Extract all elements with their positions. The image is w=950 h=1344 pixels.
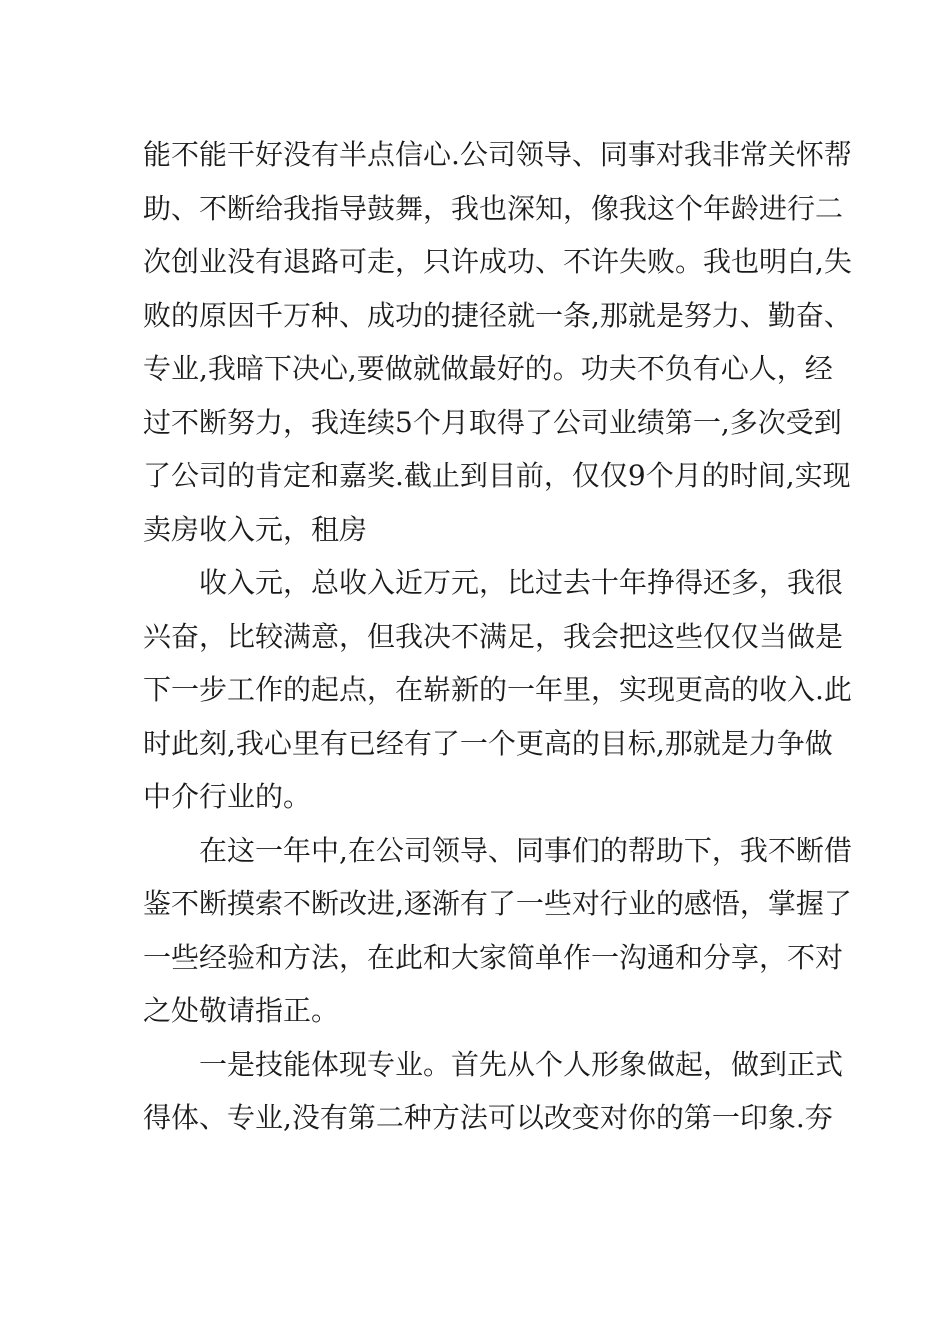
- text-line: 一是技能体现专业。首先从个人形象做起，做到正式: [199, 1047, 844, 1081]
- text-line: 时此刻,我心里有已经有了一个更高的目标,那就是力争做: [143, 726, 833, 760]
- paragraph: [143, 128, 852, 556]
- text-line: 了公司的肯定和嘉奖.截止到目前，仅仅9个月的时间,实现: [143, 459, 851, 492]
- text-line: 助、不断给我指导鼓舞，我也深知，像我这个年龄进行二: [143, 191, 844, 225]
- text-line: 收入元，总收入近万元，比过去十年挣得还多，我很: [199, 566, 844, 599]
- text-line: 能不能干好没有半点信心.公司领导、同事对我非常关怀帮: [143, 138, 852, 171]
- document-body: [143, 128, 852, 1145]
- text-line: 中介行业的。: [143, 780, 312, 813]
- text-line: 鉴不断摸索不断改进,逐渐有了一些对行业的感悟，掌握了: [143, 887, 852, 920]
- text-line: 兴奋，比较满意，但我决不满足，我会把这些仅仅当做是: [143, 619, 844, 653]
- paragraph: [143, 556, 852, 824]
- text-line: 次创业没有退路可走，只许成功、不许失败。我也明白,失: [143, 245, 852, 278]
- text-line: 一些经验和方法，在此和大家简单作一沟通和分享，不对: [143, 940, 844, 974]
- paragraph: [143, 824, 852, 1038]
- text-line: 过不断努力，我连续5个月取得了公司业绩第一,多次受到: [143, 405, 842, 439]
- text-line: 之处敬请指正。: [143, 994, 340, 1027]
- text-line: 得体、专业,没有第二种方法可以改变对你的第一印象.夯: [143, 1101, 833, 1134]
- text-line: 在这一年中,在公司领导、同事们的帮助下，我不断借: [199, 833, 852, 867]
- text-line: 卖房收入元，租房: [143, 512, 368, 546]
- paragraph: [143, 1038, 844, 1145]
- text-line: 专业,我暗下决心,要做就做最好的。功夫不负有心人，经: [143, 352, 833, 385]
- text-line: 下一步工作的起点，在崭新的一年里，实现更高的收入.此: [143, 673, 852, 706]
- text-line: 败的原因千万种、成功的捷径就一条,那就是努力、勤奋、: [143, 298, 852, 332]
